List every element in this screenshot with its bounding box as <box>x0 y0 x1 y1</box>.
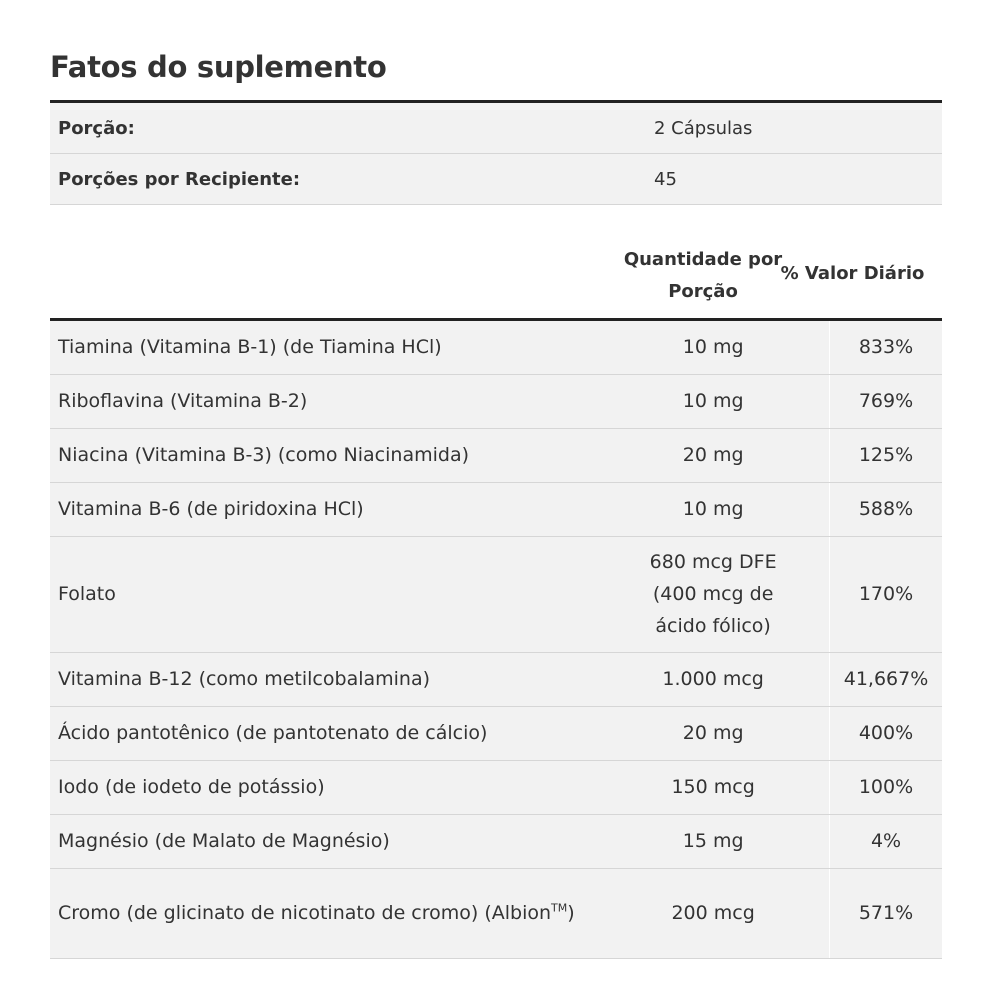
page-title: Fatos do suplemento <box>50 50 387 84</box>
nutrient-name: Riboflavina (Vitamina B-2) <box>50 374 597 428</box>
nutrient-daily-value: 4% <box>830 814 942 868</box>
table-row <box>50 652 942 706</box>
nutrient-name-end: ) <box>567 902 575 924</box>
trademark-symbol: TM <box>551 901 568 915</box>
nutrient-daily-value: 170% <box>830 536 942 652</box>
nutrient-amount: 20 mg <box>597 706 829 760</box>
nutrient-name: Ácido pantotênico (de pantotenato de cálcio) <box>50 706 597 760</box>
table-row <box>50 760 942 814</box>
nutrient-name: Tiamina (Vitamina B-1) (de Tiamina HCl) <box>50 321 597 374</box>
table-row <box>50 428 942 482</box>
nutrient-name: Vitamina B-12 (como metilcobalamina) <box>50 652 597 706</box>
nutrient-amount-text: 680 mcg DFE (400 mcg de ácido fólico) <box>649 551 777 637</box>
table-row <box>50 536 942 652</box>
nutrient-amount: 20 mg <box>597 428 829 482</box>
nutrient-daily-value: 400% <box>830 706 942 760</box>
amount-header-line1: Quantidade por <box>623 249 783 270</box>
nutrient-name: Magnésio (de Malato de Magnésio) <box>50 814 597 868</box>
amount-header-line2: Porção <box>668 281 738 302</box>
nutrient-daily-value: 41,667% <box>830 652 942 706</box>
table-row <box>50 868 942 958</box>
nutrient-daily-value: 769% <box>830 374 942 428</box>
nutrient-amount <box>597 536 829 652</box>
daily-value-header: % Valor Diário <box>780 263 925 284</box>
servings-per-container-row <box>50 154 942 205</box>
nutrient-amount: 150 mcg <box>597 760 829 814</box>
nutrient-name: Folato <box>50 536 597 652</box>
serving-info-table <box>50 100 942 205</box>
serving-size-value: 2 Cápsulas <box>648 102 942 154</box>
nutrient-daily-value: 588% <box>830 482 942 536</box>
nutrient-name <box>50 868 597 958</box>
serving-size-row <box>50 102 942 154</box>
nutrient-amount: 1.000 mcg <box>597 652 829 706</box>
nutrient-name: Niacina (Vitamina B-3) (como Niacinamida) <box>50 428 597 482</box>
table-row <box>50 814 942 868</box>
nutrient-daily-value: 833% <box>830 321 942 374</box>
nutrient-amount: 15 mg <box>597 814 829 868</box>
nutrient-name: Vitamina B-6 (de piridoxina HCl) <box>50 482 597 536</box>
nutrient-amount: 200 mcg <box>597 868 829 958</box>
nutrient-daily-value: 571% <box>830 868 942 958</box>
nutrient-amount: 10 mg <box>597 321 829 374</box>
table-row <box>50 321 942 374</box>
table-row <box>50 374 942 428</box>
nutrient-name: Iodo (de iodeto de potássio) <box>50 760 597 814</box>
nutrient-table-header <box>50 230 942 321</box>
table-row <box>50 706 942 760</box>
nutrient-name-text: Cromo (de glicinato de nicotinato de cromo) (Albion <box>58 902 552 924</box>
nutrient-amount: 10 mg <box>597 374 829 428</box>
serving-size-label: Porção: <box>50 102 648 154</box>
servings-per-container-label: Porções por Recipiente: <box>50 154 648 205</box>
servings-per-container-value: 45 <box>648 154 942 205</box>
nutrient-amount: 10 mg <box>597 482 829 536</box>
nutrient-daily-value: 100% <box>830 760 942 814</box>
nutrient-daily-value: 125% <box>830 428 942 482</box>
nutrient-table <box>50 321 942 959</box>
table-row <box>50 482 942 536</box>
